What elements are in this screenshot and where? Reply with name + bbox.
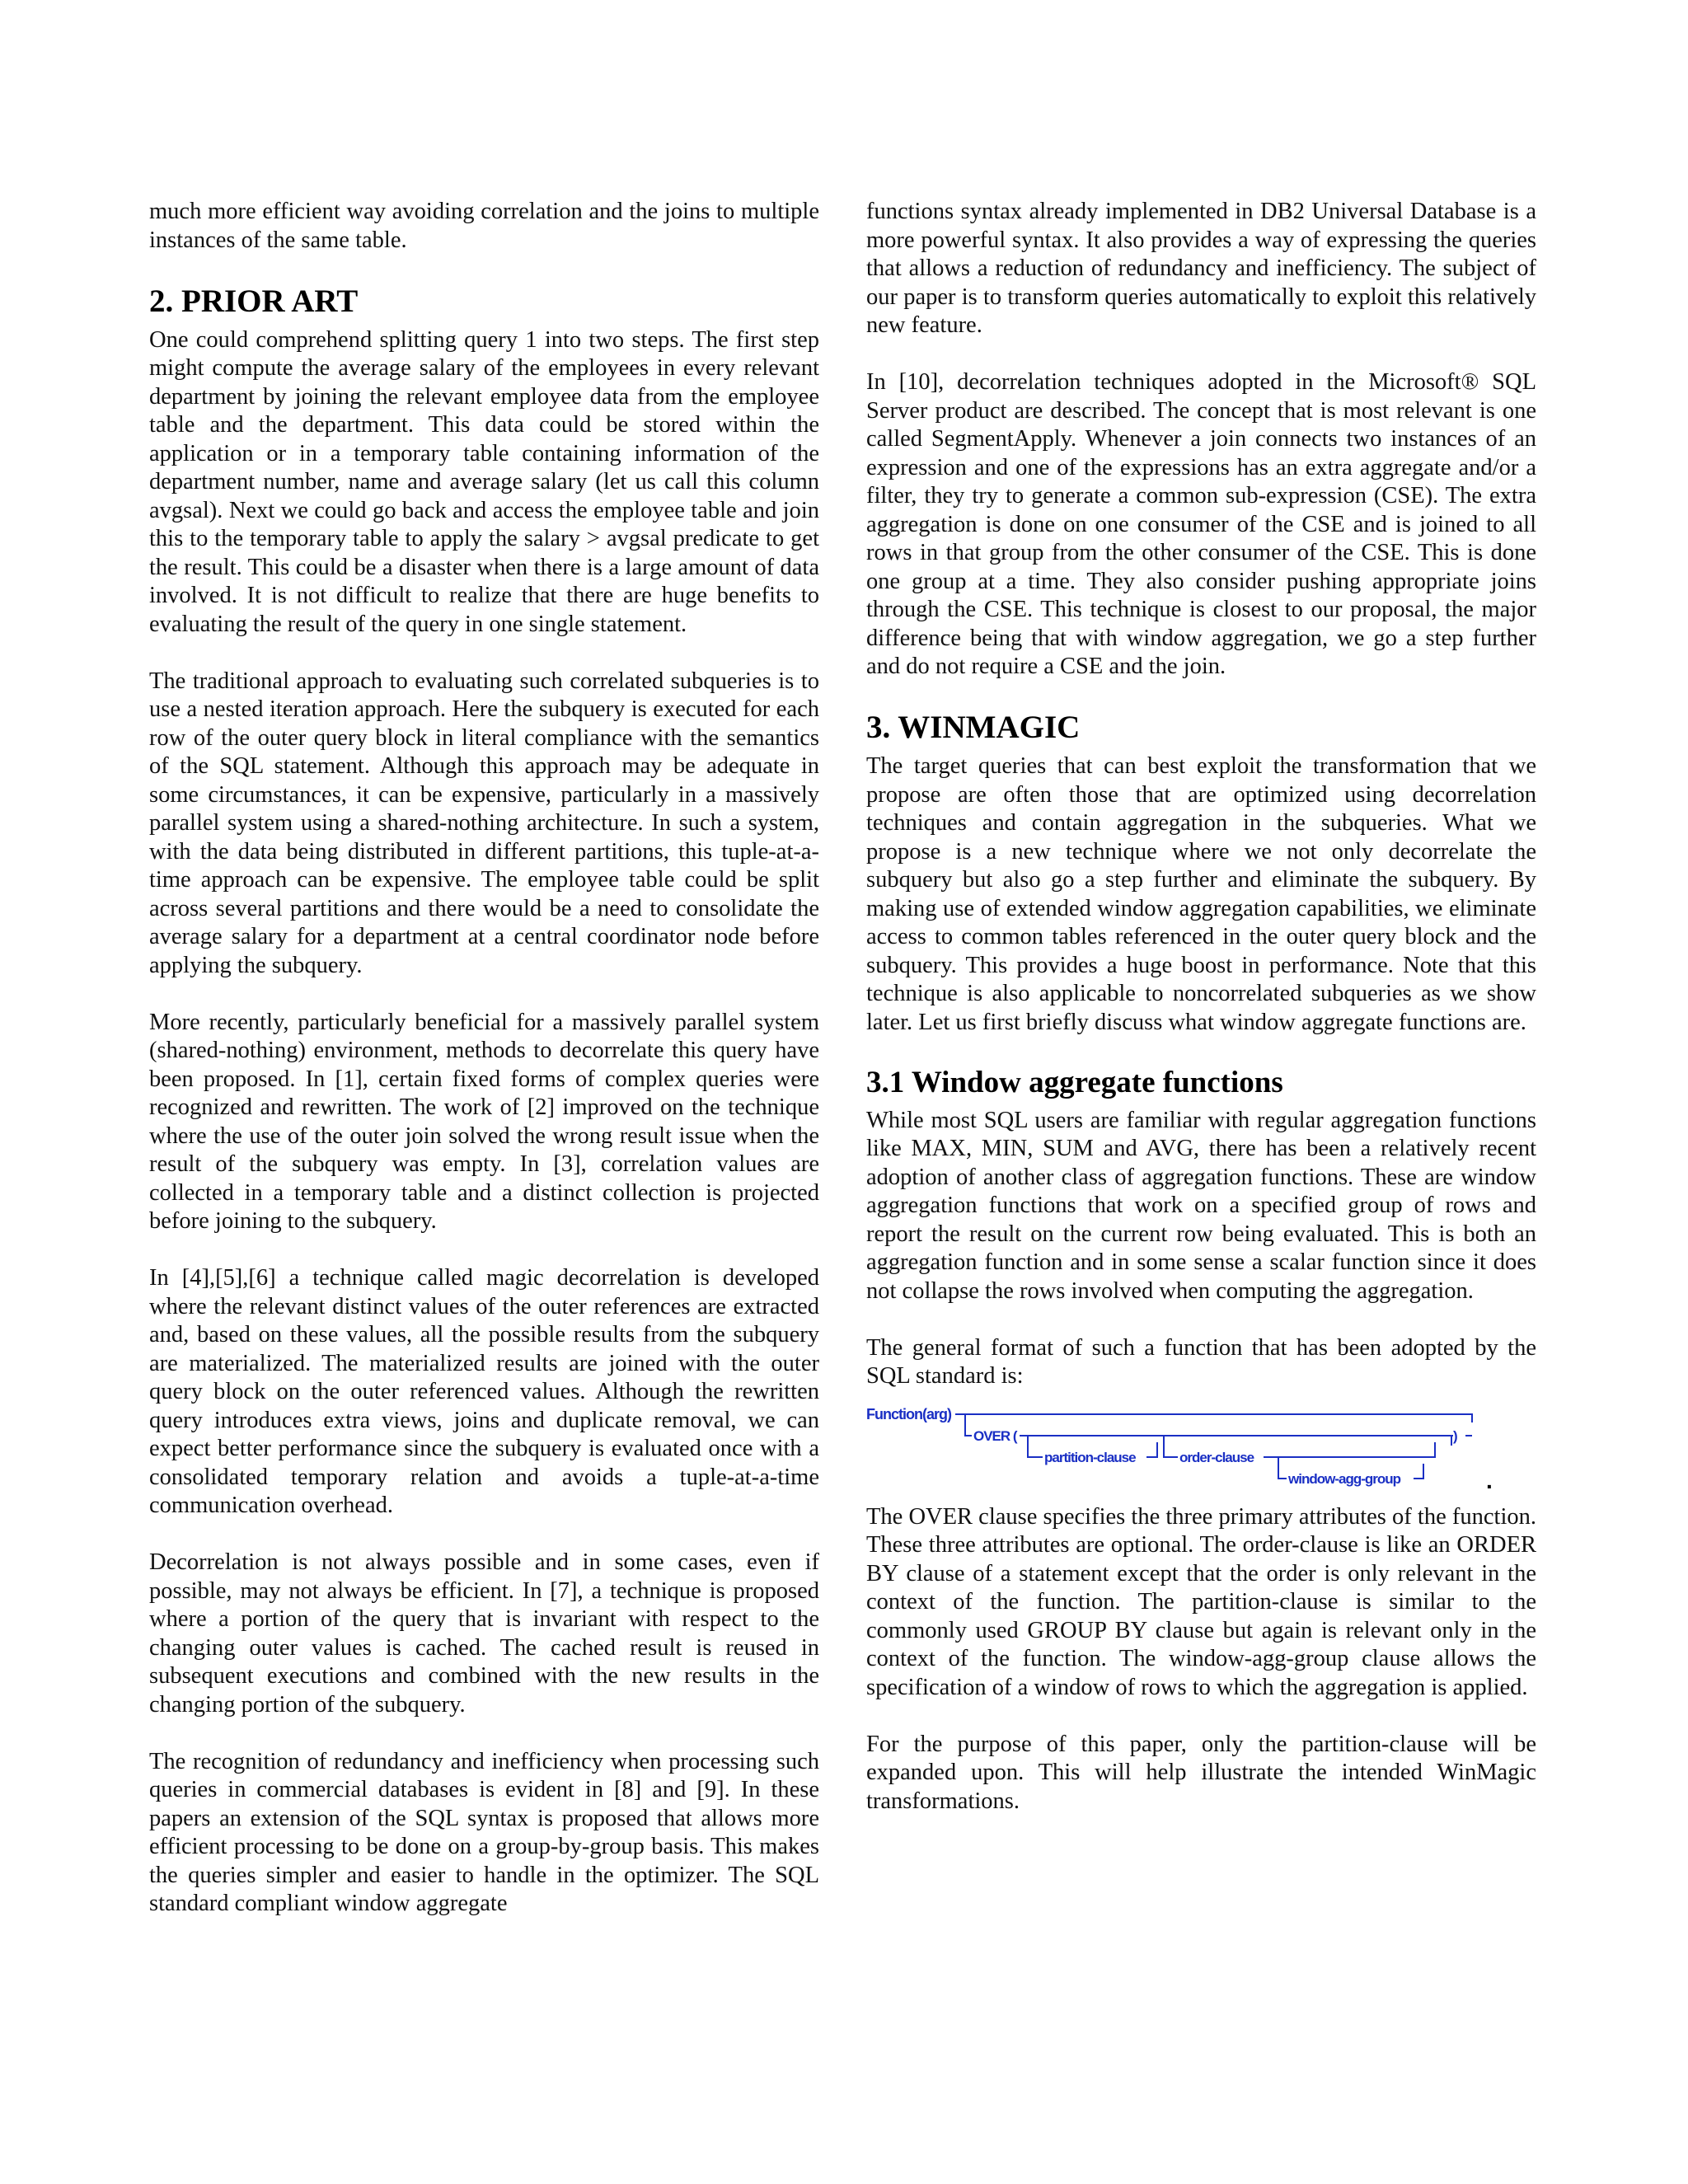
- over-branch-line: [965, 1414, 972, 1436]
- prior-art-paragraph: functions syntax already implemented in DB2 Universal Database is a more powerful syntax. It also provides a way of expressing the queries that allows a reduction of redundancy and inefficiency. The subject of our paper is to transform queries automatically to exploit this relatively new feature.: [866, 199, 1536, 338]
- prior-art-paragraph: The recognition of redundancy and inefficiency when processing such queries in commercial databases is evident in [8] and [9]. In these papers an extension of the SQL syntax is proposed that allows more efficient processing to be done on a group-by-group basis. This makes the queries simpler and easier to handle in the optimizer. The SQL standard compliant window aggregate: [149, 1748, 819, 1916]
- main-line: [955, 1414, 1472, 1422]
- prior-art-paragraph: One could comprehend splitting query 1 into two steps. The first step might compute the average salary of the employees in every relevant department by joining the relevant employee data from the employee table and the department. This data could be stored within the application or in a temporary table containing information of the department number, name and average salary (let us call this column avgsal). Next we could go back and access the employee table and join this to the temporary table to apply the salary > avgsal predicate to get the result. This could be a disaster when there is a large amount of data involved. It is not difficult to realize that there are huge benefits to evaluating the result of the query in one single statement.: [149, 326, 819, 637]
- window-functions-paragraph: While most SQL users are familiar with regular aggregation functions like MAX, MIN, SUM and AVG, there has been a relatively recent adoption of another class of aggregation functions. These are window aggregation functions that work on a specified group of rows and report the result on the current row being evaluated. This is both an aggregation function and in some sense a scalar function since it does not collapse the rows involved when computing the aggregation.: [866, 1107, 1536, 1304]
- trailing-dot: .: [1486, 1467, 1492, 1493]
- order-branch-line: [1164, 1436, 1178, 1457]
- over-main-line: [1020, 1436, 1451, 1446]
- section-3-heading: 3. WINMAGIC: [866, 710, 1081, 745]
- partition-return-line: [1146, 1442, 1157, 1457]
- partition-clause-paragraph: For the purpose of this paper, only the partition-clause will be expanded upon. This will help illustrate the intended WinMagic transformations.: [866, 1731, 1536, 1814]
- syntax-diagram: [866, 1398, 1536, 1497]
- partition-branch-line: [1028, 1436, 1043, 1457]
- winmagic-paragraph: The target queries that can best exploit the transformation that we propose are often those that are optimized using decorrelation techniques and contain aggregation in the subqueries. What we propose is a new technique where we not only decorrelate the subquery but also go a step further and eliminate the subquery. By making use of extended window aggregation capabilities, we eliminate access to common tables referenced in the outer query block and the subquery. This provides a huge boost in performance. Note that this technique is also applicable to noncorrelated subqueries as we show later. Let us first briefly discuss what window aggregate functions are.: [866, 753, 1536, 1035]
- prior-art-paragraph: In [10], decorrelation techniques adopted in the Microsoft® SQL Server product are described. The concept that is most relevant is one called SegmentApply. Whenever a join connects two instances of an expression and one of the expressions has an extra aggregate and/or a filter, they try to generate a common sub-expression (CSE). The extra aggregation is done on one consumer of the CSE and is joined to all rows in that group from the other consumer of the CSE. This is done one group at a time. They also consider pushing appropriate joins through the CSE. This technique is closest to our proposal, the major difference being that with window aggregation, we go a step further and do not require a CSE and the join.: [866, 369, 1536, 679]
- prior-art-paragraph: Decorrelation is not always possible and in some cases, even if possible, may not always be efficient. In [7], a technique is proposed where a portion of the query that is invariant with respect to the changing outer values is cached. The cached result is reused in subsequent executions and combined with the new results in the changing portion of the subquery.: [149, 1549, 819, 1718]
- window-return-line: [1414, 1464, 1423, 1479]
- order-clause-label: order-clause: [1179, 1449, 1254, 1465]
- right-column: [866, 198, 1536, 1816]
- syntax-diagram-lines: [955, 1414, 1472, 1479]
- window-functions-paragraph: The general format of such a function that has been adopted by the SQL standard is:: [866, 1334, 1536, 1389]
- prior-art-paragraph: In [4],[5],[6] a technique called magic decorrelation is developed where the relevant distinct values of the outer references are extracted and, based on these values, all the possible results from the subquery are materialized. The materialized results are joined with the outer query block on the outer referenced values. Although the rewritten query introduces extra views, joins and duplicate removal, we can expect better performance since the subquery is evaluated once with a consolidated temporary relation and avoids a tuple-at-a-time communication overhead.: [149, 1265, 819, 1518]
- section-2-heading: 2. PRIOR ART: [149, 283, 359, 319]
- window-agg-group-label: window-agg-group: [1288, 1470, 1401, 1487]
- window-branch-line: [1278, 1457, 1287, 1479]
- over-clause-paragraph: The OVER clause specifies the three primary attributes of the function. These three attributes are optional. The order-clause is like an ORDER BY clause of a statement except that the order is only relevant in the context of the function. The partition-clause is similar to the commonly used GROUP BY clause but again is relevant only in the context of the function. The window-agg-group clause allows the specification of a window of rows to which the aggregation is applied.: [866, 1503, 1536, 1700]
- order-return-line: [1264, 1442, 1435, 1457]
- left-column: [149, 198, 819, 1919]
- prior-art-paragraph: The traditional approach to evaluating such correlated subqueries is to use a nested iteration approach. Here the subquery is executed for each row of the outer query block in literal compliance with the semantics of the SQL statement. Although this approach may be adequate in some circumstances, it can be expensive, particularly in a massively parallel system using a shared-nothing architecture. In such a system, with the data being distributed in different partitions, this tuple-at-a-time approach can be expensive. The employee table could be split across several partitions and there would be a need to consolidate the average salary for a department at a central coordinator node before applying the subquery.: [149, 668, 819, 978]
- section-3-1-heading: 3.1 Window aggregate functions: [866, 1065, 1283, 1099]
- close-paren-label: ): [1453, 1427, 1457, 1444]
- partition-clause-label: partition-clause: [1044, 1449, 1136, 1465]
- function-label: Function(arg): [866, 1405, 951, 1422]
- intro-continuation-paragraph: much more efficient way avoiding correlation and the joins to multiple instances of the same table.: [149, 199, 819, 253]
- over-label: OVER (: [973, 1427, 1017, 1444]
- prior-art-paragraph: More recently, particularly beneficial for a massively parallel system (shared-nothing) environment, methods to decorrelate this query have been proposed. In [1], certain fixed forms of complex queries were recognized and rewritten. The work of [2] improved on the technique where the use of the outer join solved the wrong result issue when the result of the subquery was empty. In [3], correlation values are collected in a temporary table and a distinct collection is projected before joining to the subquery.: [149, 1009, 819, 1234]
